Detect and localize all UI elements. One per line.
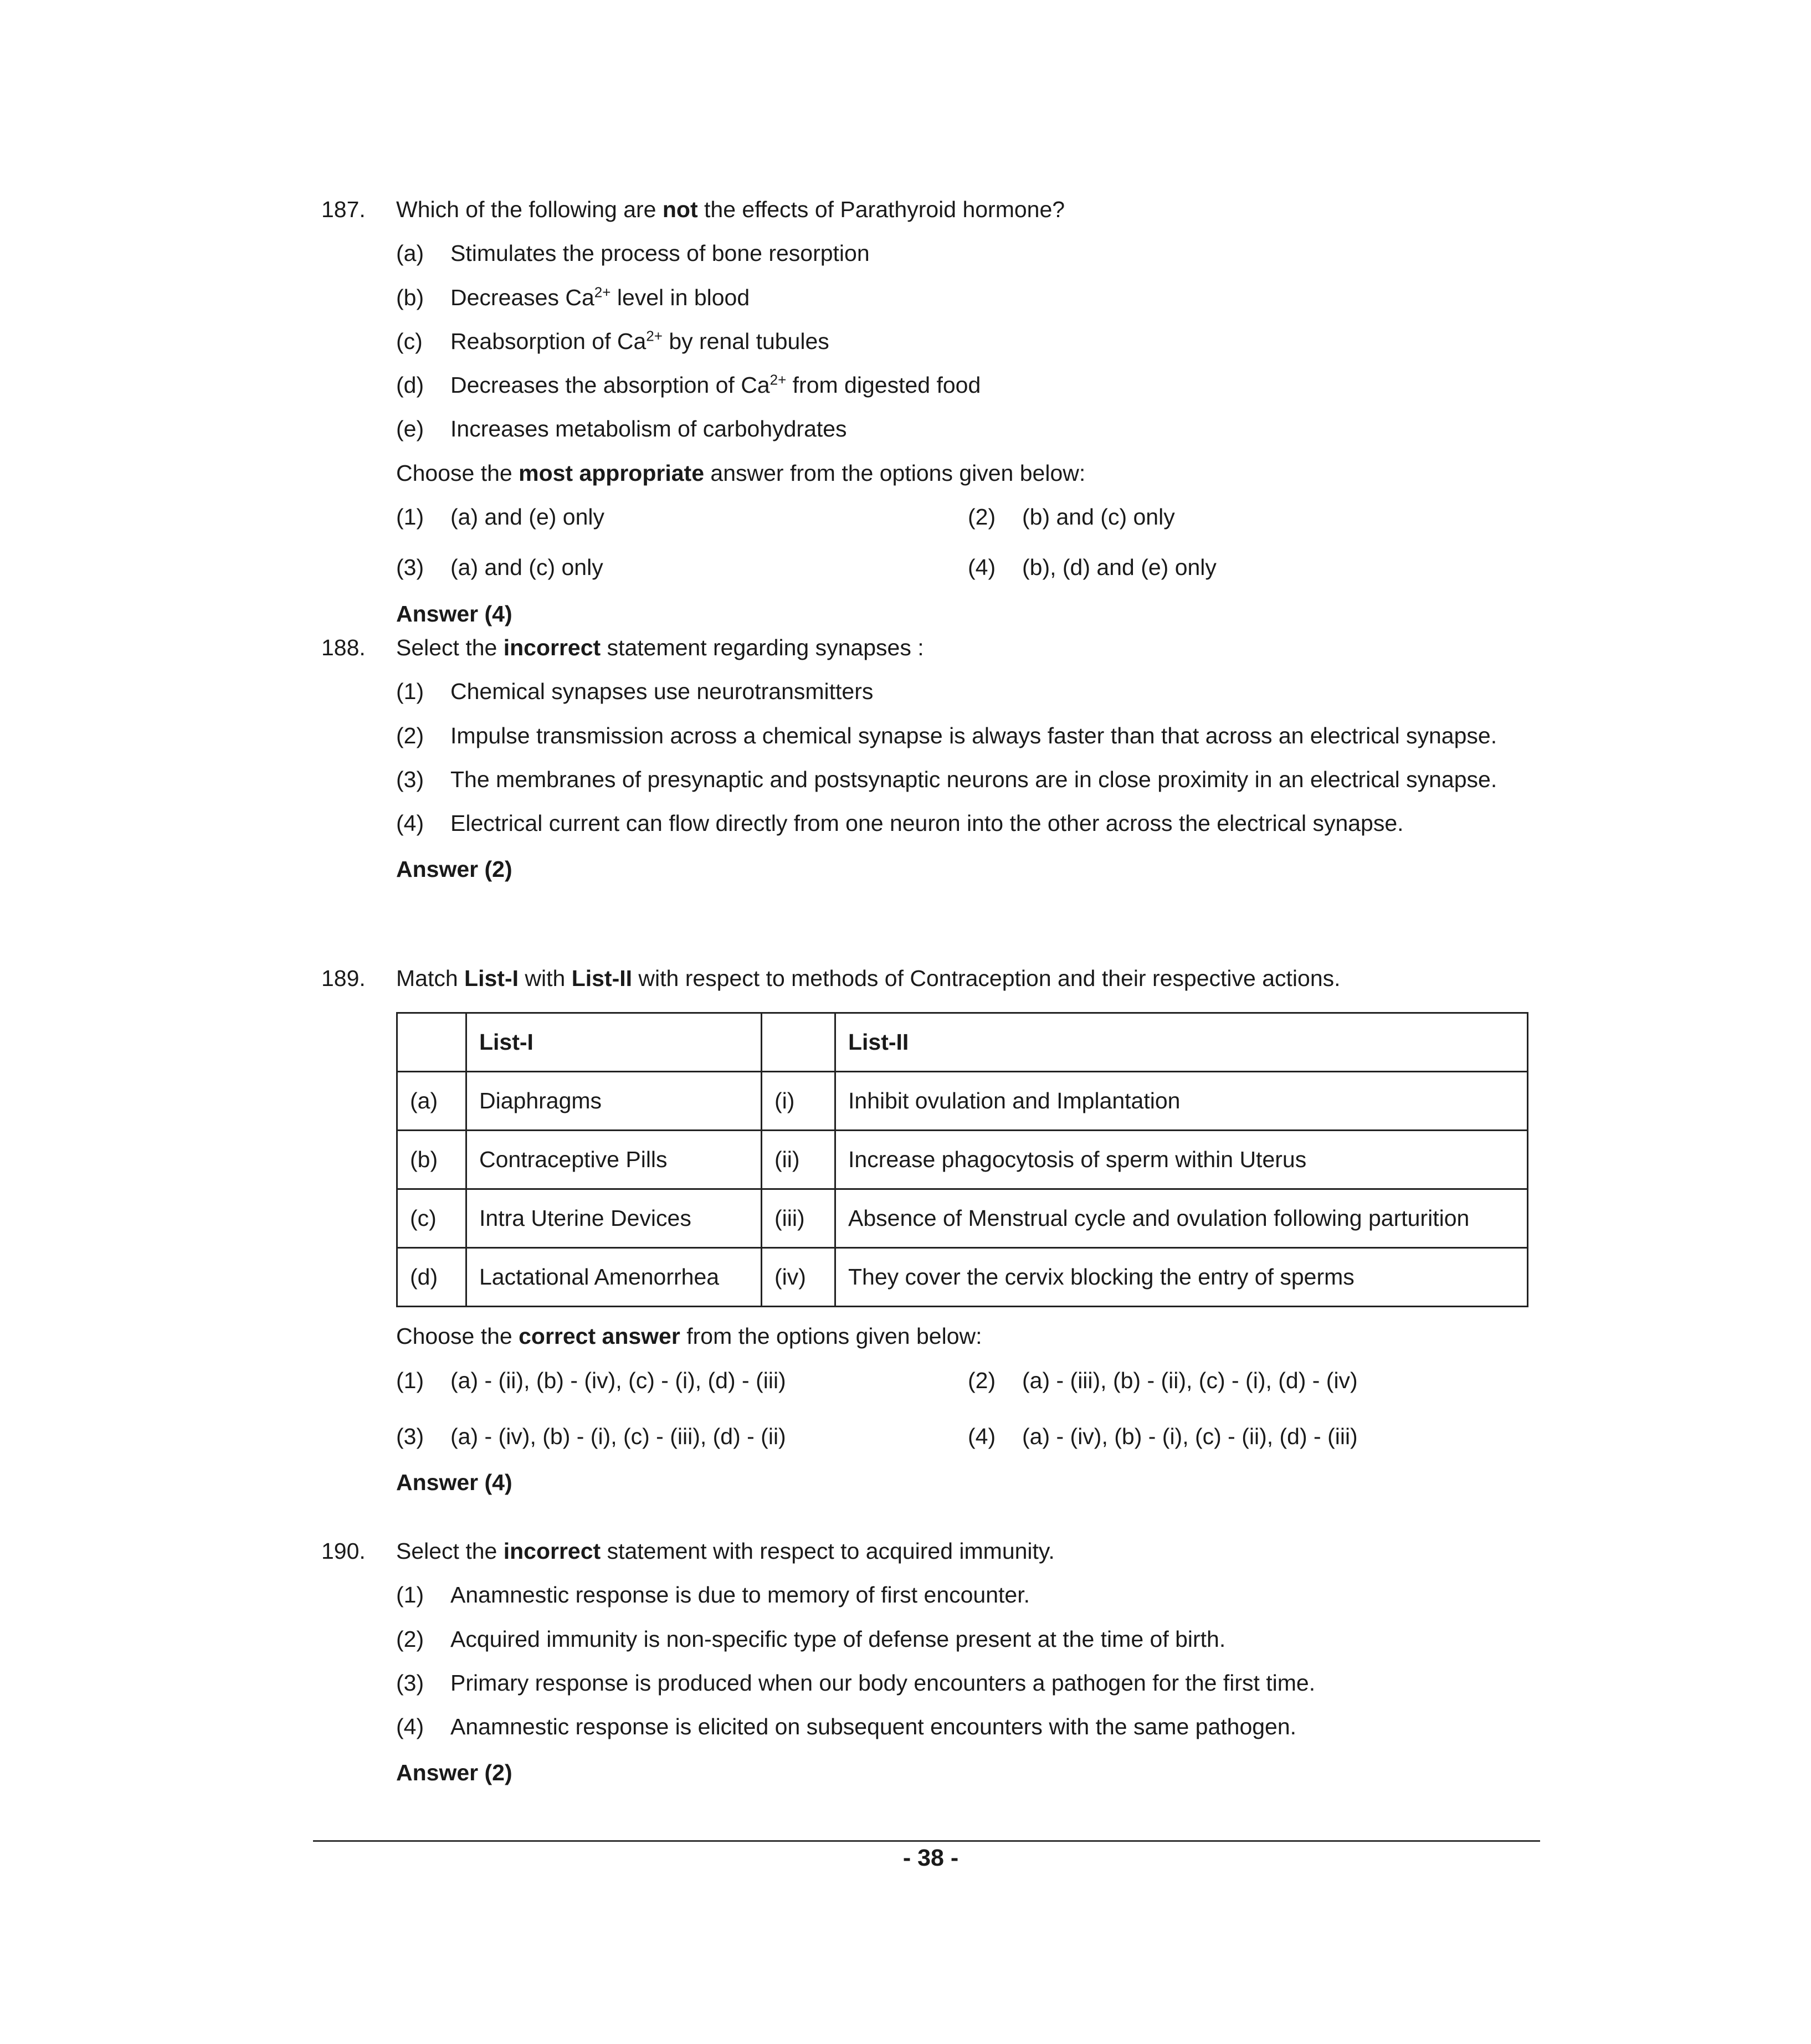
- question-187: [321, 195, 1529, 629]
- answer-key: Answer (2): [396, 1760, 512, 1786]
- option-item: (d) Decreases the absorption of $Ca^{2+}$ from digested food: [396, 371, 981, 398]
- table-row: (c) Intra Uterine Devices (iii) Absence of Menstrual cycle and ovulation following parturition: [397, 1189, 1528, 1248]
- answer-key: Answer (4): [396, 600, 512, 626]
- question-stem: Select the incorrect statement with respect to acquired immunity.: [396, 1538, 1055, 1564]
- statement-item: (1) Anamnestic response is due to memory of first encounter.: [396, 1582, 1030, 1608]
- statement-item: (2) Acquired immunity is non-specific type of defense present at the time of birth.: [396, 1626, 1226, 1652]
- statement-item: (1) Chemical synapses use neurotransmitters: [396, 679, 874, 705]
- list-1-header: List-I: [466, 1013, 762, 1072]
- question-stem: Which of the following are not the effects of Parathyroid hormone?: [396, 197, 1065, 222]
- match-table: [396, 1012, 1528, 1307]
- question-number: 187.: [321, 197, 366, 222]
- question-number: 190.: [321, 1538, 366, 1564]
- question-188: [321, 633, 1529, 885]
- answer-option: (1) (a) - (ii), (b) - (iv), (c) - (i), (d) - (iii): [396, 1367, 786, 1393]
- choose-instruction: Choose the most appropriate answer from the options given below:: [396, 460, 1086, 486]
- answer-option: (3) (a) and (c) only: [396, 554, 603, 581]
- answer-option: (1) (a) and (e) only: [396, 504, 605, 530]
- list-2-header: List-II: [835, 1013, 1528, 1072]
- answer-option: (3) (a) - (iv), (b) - (i), (c) - (iii), (d) - (ii): [396, 1423, 786, 1449]
- table-header-row: [397, 1013, 1528, 1072]
- statement-item: (4) Electrical current can flow directly from one neuron into the other across the electrical synapse.: [396, 810, 1404, 836]
- question-stem: Match List-I with List-II with respect to methods of Contraception and their respective actions.: [396, 965, 1341, 991]
- question-189: [321, 964, 1529, 1497]
- answer-option: (2) (b) and (c) only: [968, 504, 1175, 530]
- answer-option: (4) (a) - (iv), (b) - (i), (c) - (ii), (d) - (iii): [968, 1423, 1358, 1449]
- option-item: (a) Stimulates the process of bone resorption: [396, 240, 870, 266]
- statement-item: (3) The membranes of presynaptic and postsynaptic neurons are in close proximity in an electrical synapse.: [396, 766, 1497, 792]
- choose-instruction: Choose the correct answer from the options given below:: [396, 1323, 982, 1349]
- answer-option: (2) (a) - (iii), (b) - (ii), (c) - (i), (d) - (iv): [968, 1367, 1358, 1393]
- statement-item: (3) Primary response is produced when our body encounters a pathogen for the first time.: [396, 1670, 1316, 1696]
- answer-key: Answer (4): [396, 1470, 512, 1496]
- footer-divider: [313, 1840, 1540, 1842]
- option-item: (b) Decreases $Ca^{2+}$ level in blood: [396, 283, 750, 310]
- answer-options: [396, 502, 1529, 583]
- table-row: (d) Lactational Amenorrhea (iv) They cover the cervix blocking the entry of sperms: [397, 1248, 1528, 1307]
- statement-item: (4) Anamnestic response is elicited on subsequent encounters with the same pathogen.: [396, 1714, 1297, 1740]
- question-stem: Select the incorrect statement regarding synapses :: [396, 635, 924, 660]
- page-number: - 38 -: [902, 1845, 959, 1871]
- question-number: 188.: [321, 635, 366, 660]
- option-item: (c) Reabsorption of $Ca^{2+}$ by renal tubules: [396, 327, 829, 354]
- table-row: (b) Contraceptive Pills (ii) Increase phagocytosis of sperm within Uterus: [397, 1131, 1528, 1189]
- statement-item: (2) Impulse transmission across a chemical synapse is always faster than that across an electrical synapse.: [396, 722, 1497, 748]
- answer-option: (4) (b), (d) and (e) only: [968, 554, 1217, 581]
- answer-key: Answer (2): [396, 856, 512, 882]
- question-number: 189.: [321, 965, 366, 991]
- option-item: (e) Increases metabolism of carbohydrates: [396, 416, 847, 442]
- question-190: [321, 1537, 1529, 1788]
- answer-options: [396, 1366, 1529, 1452]
- table-row: (a) Diaphragms (i) Inhibit ovulation and Implantation: [397, 1072, 1528, 1131]
